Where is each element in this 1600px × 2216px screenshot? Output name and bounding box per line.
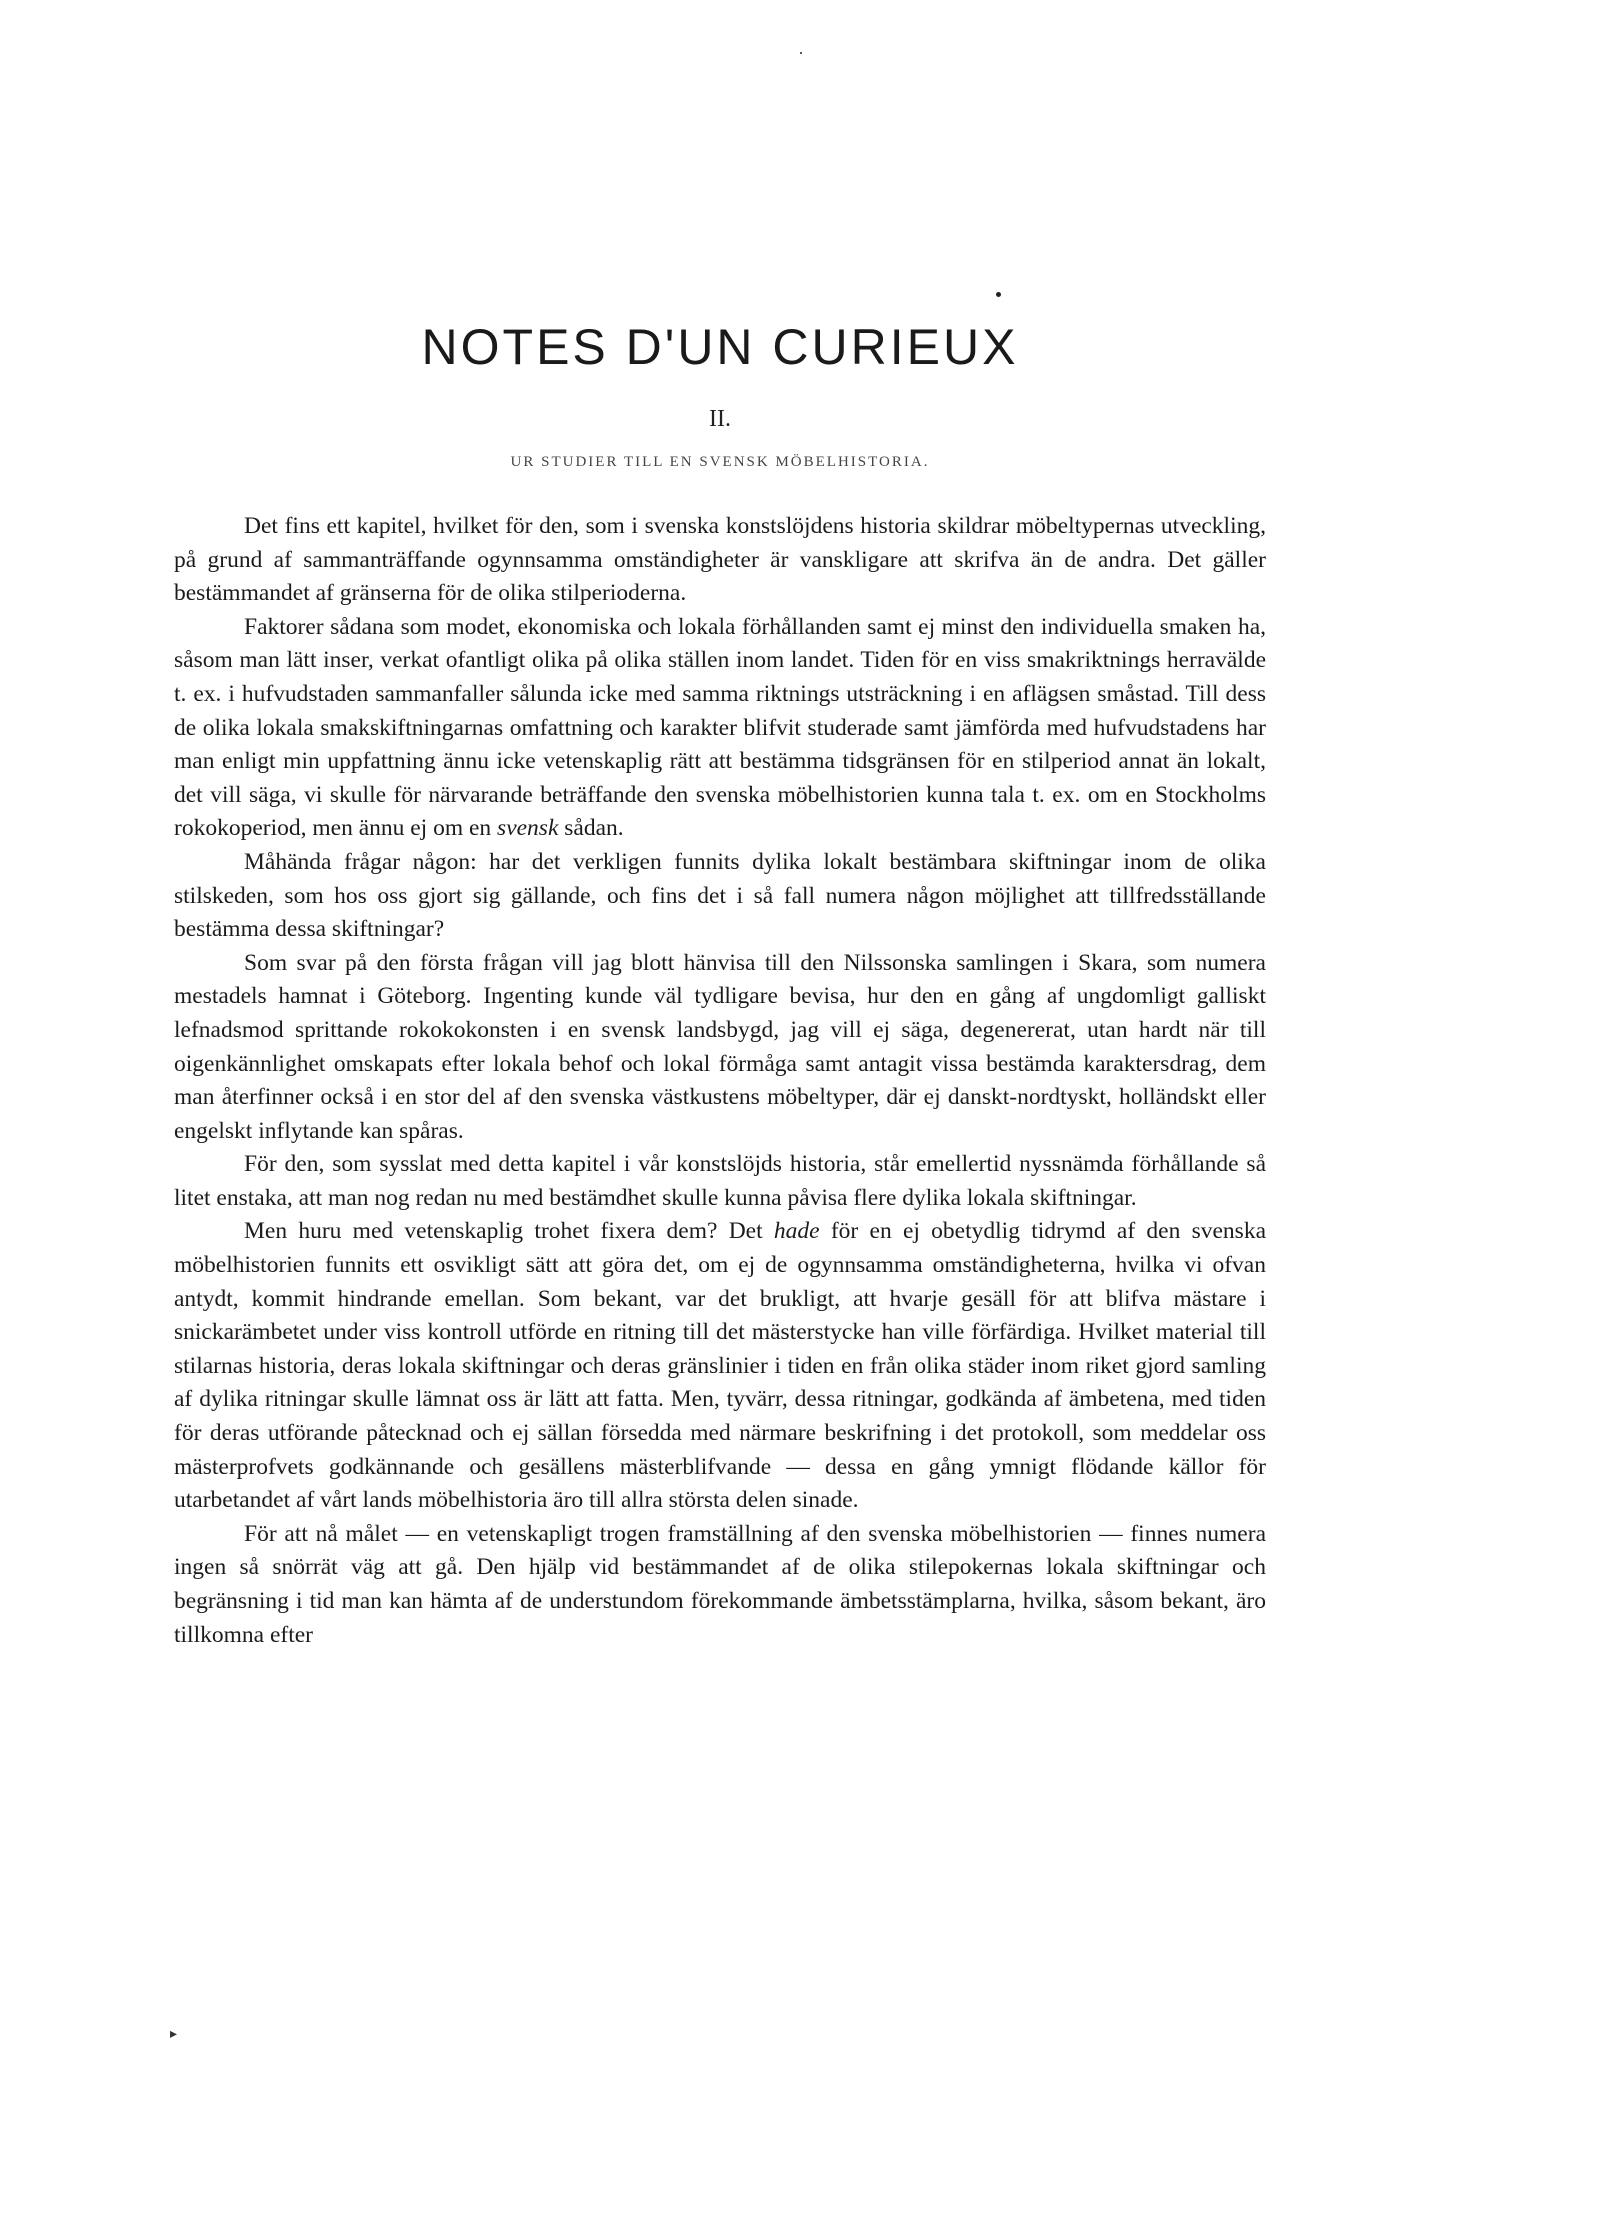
- paragraph: Måhända frågar någon: har det verkligen funnits dylika lokalt bestämbara skiftningar inom de olika stilskeden, som hos oss gjort sig gällande, och fins det i så fall numera någon möjlighet att tillfredsställande bestämma dessa skiftningar?: [174, 848, 1266, 943]
- page-title: NOTES D'UN CURIEUX: [421, 319, 1019, 375]
- part-number: II.: [709, 406, 731, 432]
- paragraph: Som svar på den första frågan vill jag blott hänvisa till den Nilssonska samlingen i Skara, som numera mestadels hamnat i Göteborg. Ingenting kunde väl tydligare bevisa, hur den en gång af ungdomligt galliskt lefnadsmod sprittande rokokokonsten i en svensk landsbygd, jag vill ej säga, degenererat, utan hardt när till oigenkännlighet omskapats efter lokala behof och lokal förmåga samt antagit vissa bestämda karaktersdrag, dem man återfinner också i en stor del af den svenska västkustens möbeltyper, där ej danskt-nordtyskt, holländskt eller engelskt inflytande kan spåras.: [174, 949, 1266, 1144]
- italic-word: hade: [773, 1218, 820, 1245]
- paragraph: För att nå målet — en vetenskapligt trogen framställning af den svenska möbelhistorien — finnes numera ingen så snörrät väg att gå. Den hjälp vid bestämmandet af de olika stilepokernas lokala skiftningar och begränsning i tid man kan hämta af de understundom förekommande ämbetsstämplarna, hvilka, såsom bekant, äro tillkomna efter: [174, 1520, 1266, 1648]
- paragraph-text: för en ej obetydlig tidrymd af den svenska möbelhistorien funnits ett osvikligt sätt att göra det, om ej de ogynnsamma omständigheterna, hvilka vi ofvan antydt, kommit hindrande emellan. Som bekant, var det brukligt, att hvarje gesäll för att blifva mästare i snickarämbetet under viss kontroll utförde en ritning till det mästerstycke han ville förfärdiga. Hvilket material till stilarnas historia, deras lokala skiftningar och deras gränslinier i tiden en från olika städer inom riket gjord samling af dylika ritningar skulle lämnat oss är lätt att fatta. Men, tyvärr, dessa ritningar, godkända af ämbetena, med tiden för deras utförande påtecknad och ej sällan försedda med närmare beskrifning i det protokoll, som meddelar oss mästerprofvets godkännande och gesällens mästerblifvande — dessa en gång ymnigt flödande källor för utarbetandet af vårt lands möbelhistoria äro till allra största delen sinade.: [174, 1218, 1266, 1514]
- paragraph-text: Men huru med vetenskaplig trohet fixera dem? Det: [244, 1218, 774, 1245]
- paragraph: Det fins ett kapitel, hvilket för den, som i svenska konstslöjdens historia skildrar möbeltypernas utveckling, på grund af sammanträffande ogynnsamma omständigheter är vanskligare att skrifva än de andra. Det gäller bestämmandet af gränserna för de olika stilperioderna.: [174, 513, 1266, 607]
- article-body: [174, 510, 1266, 1652]
- paragraph-text: sådan.: [558, 815, 624, 842]
- italic-word: svensk: [497, 815, 559, 842]
- printed-margin-mark: ▸: [170, 2027, 178, 2042]
- paragraph: För den, som sysslat med detta kapitel i vår konstslöjds historia, står emellertid nyssnämda förhållande så litet enstaka, att man nog redan nu med bestämdhet skulle kunna påvisa flere dylika lokala skiftningar.: [174, 1151, 1266, 1211]
- paragraph: [174, 611, 1266, 846]
- paragraph: [174, 1215, 1266, 1517]
- chapter-subtitle: UR STUDIER TILL EN SVENSK MÖBELHISTORIA.: [510, 454, 930, 470]
- printed-dot-mark: [800, 52, 802, 54]
- paragraph-text: Faktorer sådana som modet, ekonomiska och lokala förhållanden samt ej minst den individuella smaken ha, såsom man lätt inser, verkat ofantligt olika på olika ställen inom landet. Tiden för en viss smakriktnings herravälde t. ex. i hufvudstaden sammanfaller sålunda icke med samma riktnings utsträckning i en aflägsen småstad. Till dess de olika lokala smakskiftningarnas omfattning och karakter blifvit studerade samt jämförda med hufvudstadens har man enligt min uppfattning ännu icke vetenskaplig rätt att bestämma tidsgränsen för en stilperiod annat än lokalt, det vill säga, vi skulle för närvarande beträffande den svenska möbelhistorien kunna tala t. ex. om en Stockholms rokokoperiod, men ännu ej om en: [174, 613, 1266, 842]
- printed-dot-mark: [996, 292, 1001, 297]
